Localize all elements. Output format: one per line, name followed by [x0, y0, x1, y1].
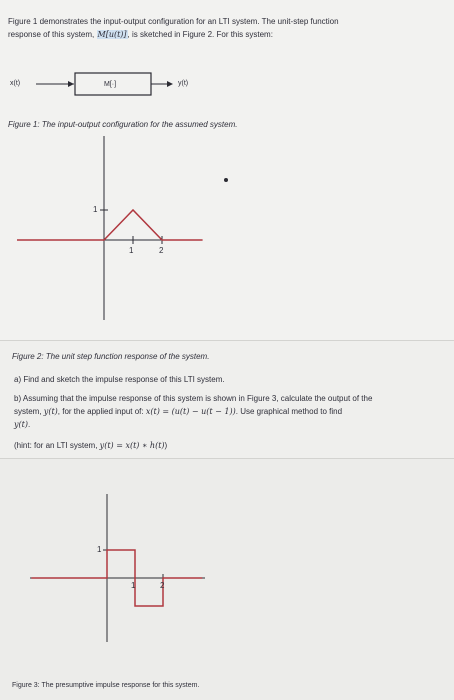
question-b-line-1: b) Assuming that the impulse response of this system is shown in Figure 3, calculate the output of the: [14, 394, 373, 403]
hint-text: ): [164, 441, 168, 450]
question-b-line-3: [14, 419, 30, 430]
figure-2-caption: Figure 2: The unit step function response of the system.: [12, 352, 210, 361]
question-a: a) Find and sketch the impulse response of this LTI system.: [14, 375, 225, 384]
fig3-tick-label-x1: 1: [131, 581, 136, 590]
output-arrowhead: [167, 81, 173, 87]
question-text: .: [27, 420, 31, 429]
figure-1-caption: Figure 1: The input-output configuration for the assumed system.: [8, 120, 238, 129]
fig2-tick-label-x2: 2: [159, 246, 164, 255]
output-symbol: y(t): [14, 420, 28, 429]
hint-text: (hint: for an LTI system,: [14, 441, 98, 450]
intro-text: , is sketched in Figure 2. For this system:: [127, 30, 273, 39]
fig3-tick-label-x2: 2: [160, 581, 165, 590]
stray-mark: [224, 178, 228, 182]
output-label: y(t): [178, 80, 189, 87]
fig2-tick-label-x1: 1: [129, 246, 134, 255]
intro-line-1: Figure 1 demonstrates the input-output configuration for an LTI system. The unit-step function: [8, 17, 339, 26]
intro-text: response of this system,: [8, 30, 95, 39]
intro-math: M[u(t)]: [97, 30, 127, 39]
input-equation: x(t) = (u(t) − u(t − 1)): [145, 407, 236, 416]
input-arrowhead: [68, 81, 74, 87]
fig2-signal-trace: [17, 210, 203, 240]
question-text: system,: [14, 407, 42, 416]
convolution-equation: y(t) = x(t) ∗ h(t): [99, 441, 165, 450]
fig3-tick-label-y: 1: [97, 545, 102, 554]
question-text: . Use graphical method to find: [235, 407, 343, 416]
fig2-tick-label-y: 1: [93, 205, 98, 214]
output-symbol: y(t): [43, 407, 58, 416]
input-label: x(t): [10, 80, 21, 87]
figure-3-caption: Figure 3: The presumptive impulse response for this system.: [12, 682, 200, 689]
question-b-line-2: [14, 406, 342, 417]
block-label: M[·]: [104, 81, 117, 88]
hint-line: [14, 440, 167, 451]
question-text: , for the applied input of:: [57, 407, 144, 416]
